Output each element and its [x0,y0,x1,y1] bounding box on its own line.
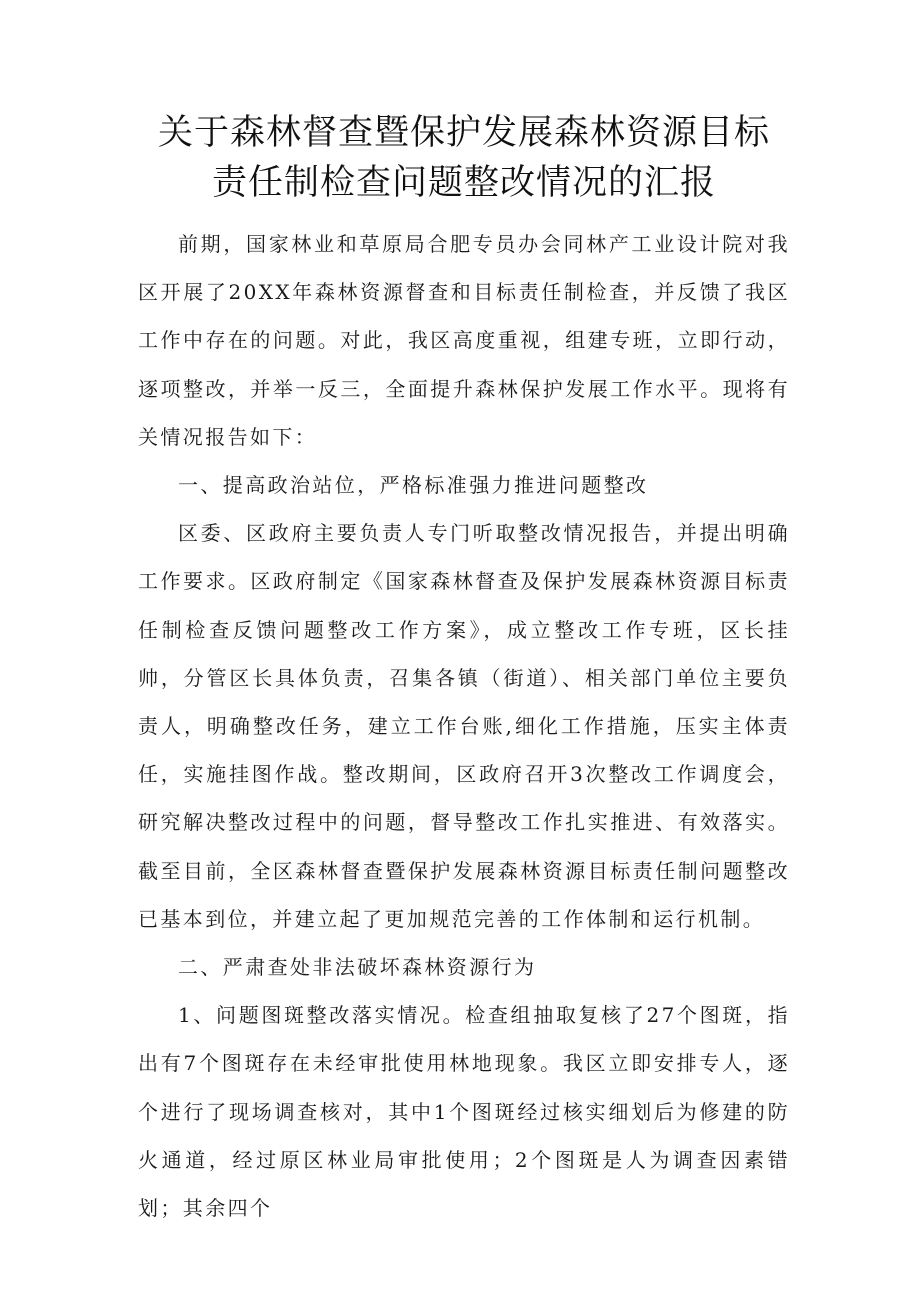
section-1-paragraph: 区委、区政府主要负责人专门听取整改情况报告，并提出明确工作要求。区政府制定《国家森林督查及保护发展森林资源目标责任制检查反馈问题整改工作方案》，成立整改工作专班，区长挂帅，分管区长具体负责，召集各镇（街道）、相关部门单位主要负责人，明确整改任务，建立工作台账,细化工作措施，压实主体责任，实施挂图作战。整改期间，区政府召开3次整改工作调度会，研究解决整改过程中的问题，督导整改工作扎实推进、有效落实。截至目前，全区森林督查暨保护发展森林资源目标责任制问题整改已基本到位，并建立起了更加规范完善的工作体制和运行机制。 [138,521,790,931]
title-line-2: 责任制检查问题整改情况的汇报 [211,163,716,203]
section-heading-1: 一、提高政治站位，严格标准强力推进问题整改 [178,473,649,498]
section-2-paragraph: 1、问题图斑整改落实情况。检查组抽取复核了27个图斑，指出有7个图斑存在未经审批使用林地现象。我区立即安排专人，逐个进行了现场调查核对，其中1个图斑经过核实细划后为修建的防火通道，经过原区林业局审批使用；2个图斑是人为调查因素错划；其余四个 [138,1003,790,1221]
document-title [138,108,790,208]
intro-paragraph: 前期，国家林业和草原局合肥专员办会同林产工业设计院对我区开展了20XX年森林资源督查和目标责任制检查，并反馈了我区工作中存在的问题。对此，我区高度重视，组建专班，立即行动，逐项整改，并举一反三，全面提升森林保护发展工作水平。现将有关情况报告如下： [138,232,790,449]
document-page [138,108,790,1232]
section-heading-2: 二、严肃查处非法破坏森林资源行为 [178,955,537,980]
title-line-1: 关于森林督查暨保护发展森林资源目标 [157,113,770,153]
document-body [138,220,790,1232]
